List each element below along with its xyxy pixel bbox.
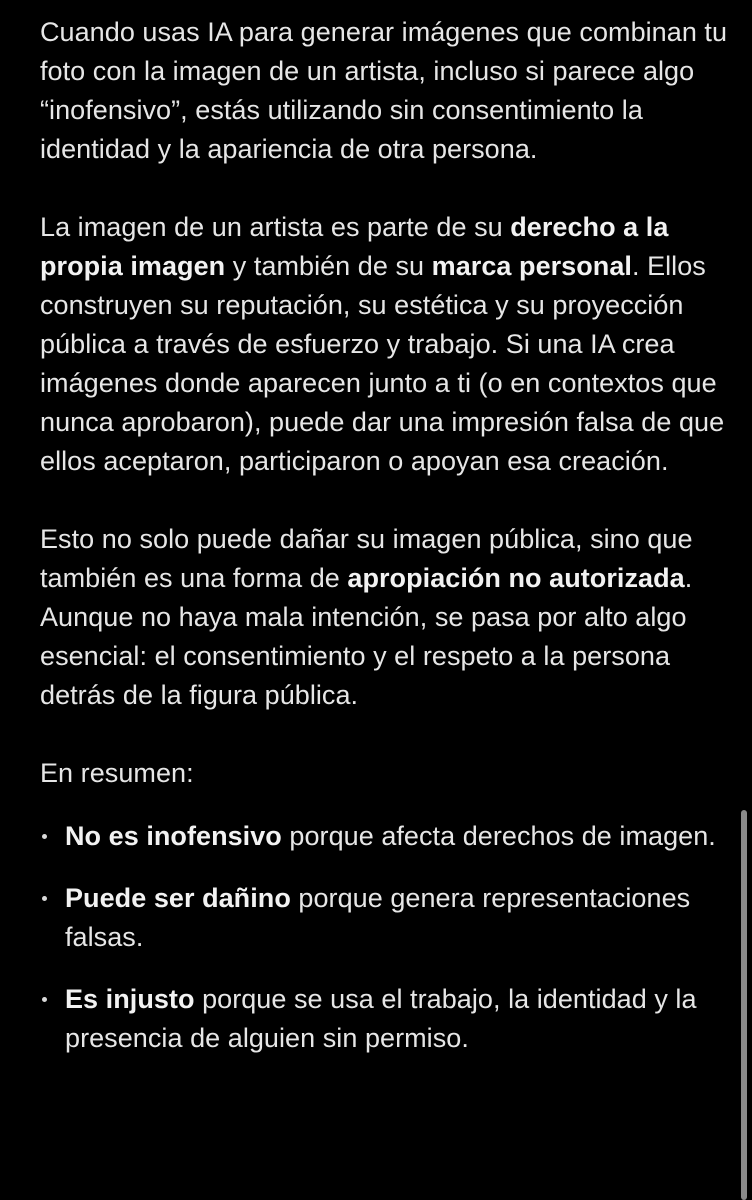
list-item-bold: Puede ser dañino (65, 883, 291, 913)
paragraph-text: La imagen de un artista es parte de su (40, 212, 511, 242)
list-item-text: porque afecta derechos de imagen. (281, 821, 716, 851)
list-item (40, 817, 732, 856)
paragraph-text: y también de su (225, 251, 432, 281)
summary-heading: En resumen: (40, 758, 194, 788)
paragraph-text: . Ellos construyen su reputación, su estética y su proyección pública a través de esfuerzo y trabajo. Si una IA crea imágenes donde aparecen junto a ti (o en contextos que nunca aprobaron), puede dar una impresión falsa de que ellos aceptaron, participaron o apoyan esa creación. (40, 251, 725, 476)
bold-phrase-image-right: derecho a la propia imagen (40, 212, 669, 281)
summary-list (40, 817, 732, 1058)
paragraph-text: Esto no solo puede dañar su imagen pública, sino que también es una forma de (40, 524, 693, 593)
message-content (40, 13, 732, 1081)
bullet-icon (42, 896, 47, 901)
paragraph-text: Cuando usas IA para generar imágenes que combinan tu foto con la imagen de un artista, incluso si parece algo “inofensivo”, estás utilizando sin consentimiento la identidad y la apariencia de otra persona. (40, 17, 728, 164)
list-item-bold: No es inofensivo (65, 821, 282, 851)
bold-phrase-unauthorized-appropriation: apropiación no autorizada (347, 563, 685, 593)
scrollbar-thumb[interactable] (741, 810, 747, 1200)
list-item-text: porque se usa el trabajo, la identidad y la presencia de alguien sin permiso. (65, 984, 697, 1053)
paragraph-consent (40, 13, 732, 169)
paragraph-text: . Aunque no haya mala intención, se pasa por alto algo esencial: el consentimiento y el respeto a la persona detrás de la figura pública. (40, 563, 693, 710)
paragraph-image-rights (40, 208, 732, 481)
bullet-icon (42, 997, 47, 1002)
bullet-icon (42, 834, 47, 839)
list-item (40, 879, 732, 957)
paragraph-appropriation (40, 520, 732, 715)
list-item-text: porque genera representaciones falsas. (65, 883, 691, 952)
list-item (40, 980, 732, 1058)
bold-phrase-personal-brand: marca personal (431, 251, 632, 281)
list-item-bold: Es injusto (65, 984, 195, 1014)
